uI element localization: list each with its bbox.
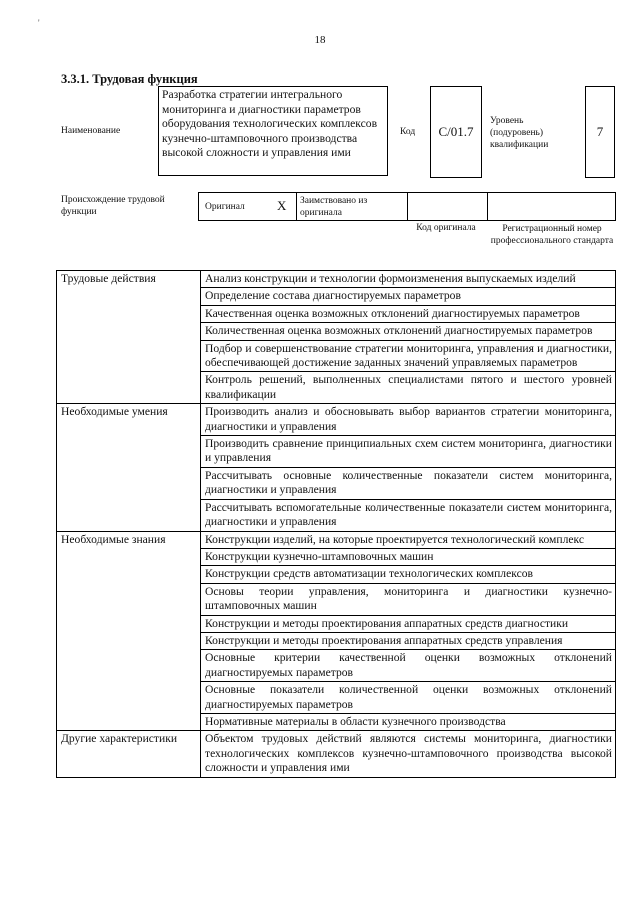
item-cell: Основные показатели количественной оценки возможных отклонений диагностируемых параметров bbox=[201, 682, 616, 714]
level-value: 7 bbox=[596, 124, 604, 139]
code-box bbox=[430, 86, 482, 178]
code-original-label: Код оригинала bbox=[416, 223, 476, 233]
item-cell: Качественная оценка возможных отклонений диагностируемых параметров bbox=[201, 305, 616, 322]
item-cell: Производить сравнение принципиальных схем систем мониторинга, диагностики и управления bbox=[201, 436, 616, 468]
item-cell: Основные критерии качественной оценки возможных отклонений диагностируемых параметров bbox=[201, 650, 616, 682]
section-title: 3.3.1. Трудовая функция bbox=[61, 72, 198, 86]
item-cell: Рассчитывать основные количественные показатели систем мониторинга, диагностики и управления bbox=[201, 467, 616, 499]
page-number: 18 bbox=[314, 34, 326, 46]
original-label: Оригинал bbox=[205, 202, 245, 212]
category-cell: Необходимые умения bbox=[57, 404, 201, 531]
stray-mark: ' bbox=[38, 18, 40, 28]
item-cell: Конструкции кузнечно-штамповочных машин bbox=[201, 548, 616, 565]
item-cell: Контроль решений, выполненных специалистами пятого и шестого уровней квалификации bbox=[201, 372, 616, 404]
name-label: Наименование bbox=[61, 126, 121, 136]
table-row bbox=[57, 271, 616, 288]
item-cell: Количественная оценка возможных отклонений диагностируемых параметров bbox=[201, 323, 616, 340]
borrowed-label: Заимствовано из оригинала bbox=[300, 196, 368, 218]
original-cell bbox=[199, 193, 297, 220]
level-label: Уровень (подуровень) квалификации bbox=[490, 116, 549, 150]
category-cell: Другие характеристики bbox=[57, 731, 201, 777]
item-cell: Производить анализ и обосновывать выбор вариантов стратегии мониторинга, диагностики и управления bbox=[201, 404, 616, 436]
reg-number-label: Регистрационный номер профессионального стандарта bbox=[490, 224, 614, 246]
table-row bbox=[57, 531, 616, 548]
item-cell: Конструкции средств автоматизации технологических комплексов bbox=[201, 566, 616, 583]
item-cell: Нормативные материалы в области кузнечного производства bbox=[201, 713, 616, 730]
origin-label: Происхождение трудовой функции bbox=[61, 195, 165, 217]
item-cell: Анализ конструкции и технологии формоизменения выпускаемых изделий bbox=[201, 271, 616, 288]
item-cell: Объектом трудовых действий являются системы мониторинга, диагностики технологических комплексов кузнечно-штамповочного производства высокой сложности и управления ими bbox=[201, 731, 616, 777]
item-cell: Конструкции изделий, на которые проектируется технологический комплекс bbox=[201, 531, 616, 548]
item-cell: Рассчитывать вспомогательные количественные показатели систем мониторинга, диагностики и управления bbox=[201, 499, 616, 531]
competency-table bbox=[56, 270, 616, 778]
function-name: Разработка стратегии интегрального мониторинга и диагностики параметров оборудования технологических комплексов кузнечно-штамповочного производства высокой сложности и управления ими bbox=[162, 88, 378, 160]
table-row bbox=[57, 731, 616, 777]
code-label: Код bbox=[400, 127, 416, 137]
code-value: C/01.7 bbox=[438, 124, 474, 139]
category-cell: Трудовые действия bbox=[57, 271, 201, 404]
code-original-cell bbox=[407, 193, 488, 220]
item-cell: Основы теории управления, мониторинга и диагностики кузнечно-штамповочных машин bbox=[201, 583, 616, 615]
category-cell: Необходимые знания bbox=[57, 531, 201, 731]
table-row bbox=[57, 404, 616, 436]
item-cell: Определение состава диагностируемых параметров bbox=[201, 288, 616, 305]
item-cell: Конструкции и методы проектирования аппаратных средств диагностики bbox=[201, 615, 616, 632]
original-mark: X bbox=[277, 198, 287, 213]
item-cell: Подбор и совершенствование стратегии мониторинга, управления и диагностики, обеспечивающей достижение заданных значений управляемых параметров bbox=[201, 340, 616, 372]
function-name-box bbox=[158, 86, 388, 176]
item-cell: Конструкции и методы проектирования аппаратных средств управления bbox=[201, 632, 616, 649]
reg-number-cell bbox=[487, 193, 615, 220]
level-box bbox=[585, 86, 615, 178]
borrowed-cell bbox=[296, 193, 408, 220]
origin-table bbox=[198, 192, 616, 221]
